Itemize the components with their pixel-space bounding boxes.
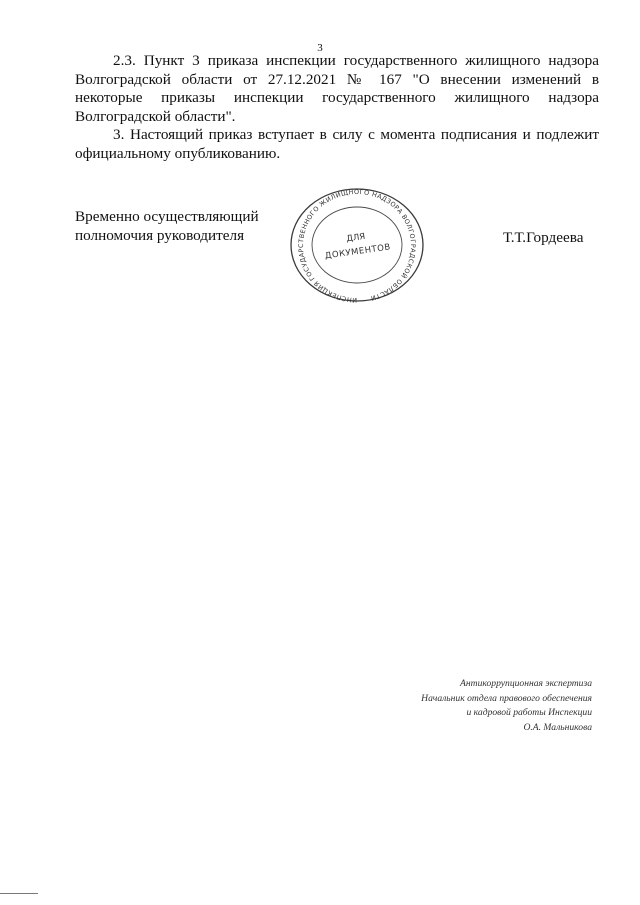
approval-line4: О.А. Мальникова — [523, 721, 592, 733]
signer-title — [75, 208, 259, 245]
page-number: 3 — [317, 42, 323, 54]
paragraph-2-3: 2.3. Пункт 3 приказа инспекции государственного жилищного надзора Волгоградской области от 27.12.2021 № 167 "О внесении изменений в некоторые приказы инспекции государственного жилищного надзора Волгоградской области". — [75, 52, 599, 125]
approval-line1: Антикоррупционная экспертиза — [460, 678, 592, 689]
stamp-outer-ring — [291, 189, 423, 301]
stamp-center-line1: ДЛЯ — [345, 231, 366, 245]
signer-title-line2: полномочия руководителя — [75, 226, 245, 244]
stamp-ring-textpath: ИНСПЕКЦИЯ ГОСУДАРСТВЕННОГО ЖИЛИЩНОГО НАДЗОРА ВОЛГОГРАДСКОЙ ОБЛАСТИ — [296, 187, 418, 304]
paragraph-3: 3. Настоящий приказ вступает в силу с момента подписания и подлежит официальному опубликованию. — [75, 126, 599, 162]
signatory-name: Т.Т.Гордеева — [503, 229, 584, 246]
stamp-center-line2: ДОКУМЕНТОВ — [324, 242, 392, 262]
approval-line2: Начальник отдела правового обеспечения — [421, 692, 592, 704]
anticorruption-approval-note — [421, 677, 592, 735]
official-stamp — [286, 186, 428, 304]
approval-line3: и кадровой работы Инспекции — [466, 707, 592, 719]
signer-title-line1: Временно осуществляющий — [75, 208, 259, 225]
scan-edge-mark — [0, 893, 38, 894]
stamp-ring-text — [297, 188, 417, 304]
